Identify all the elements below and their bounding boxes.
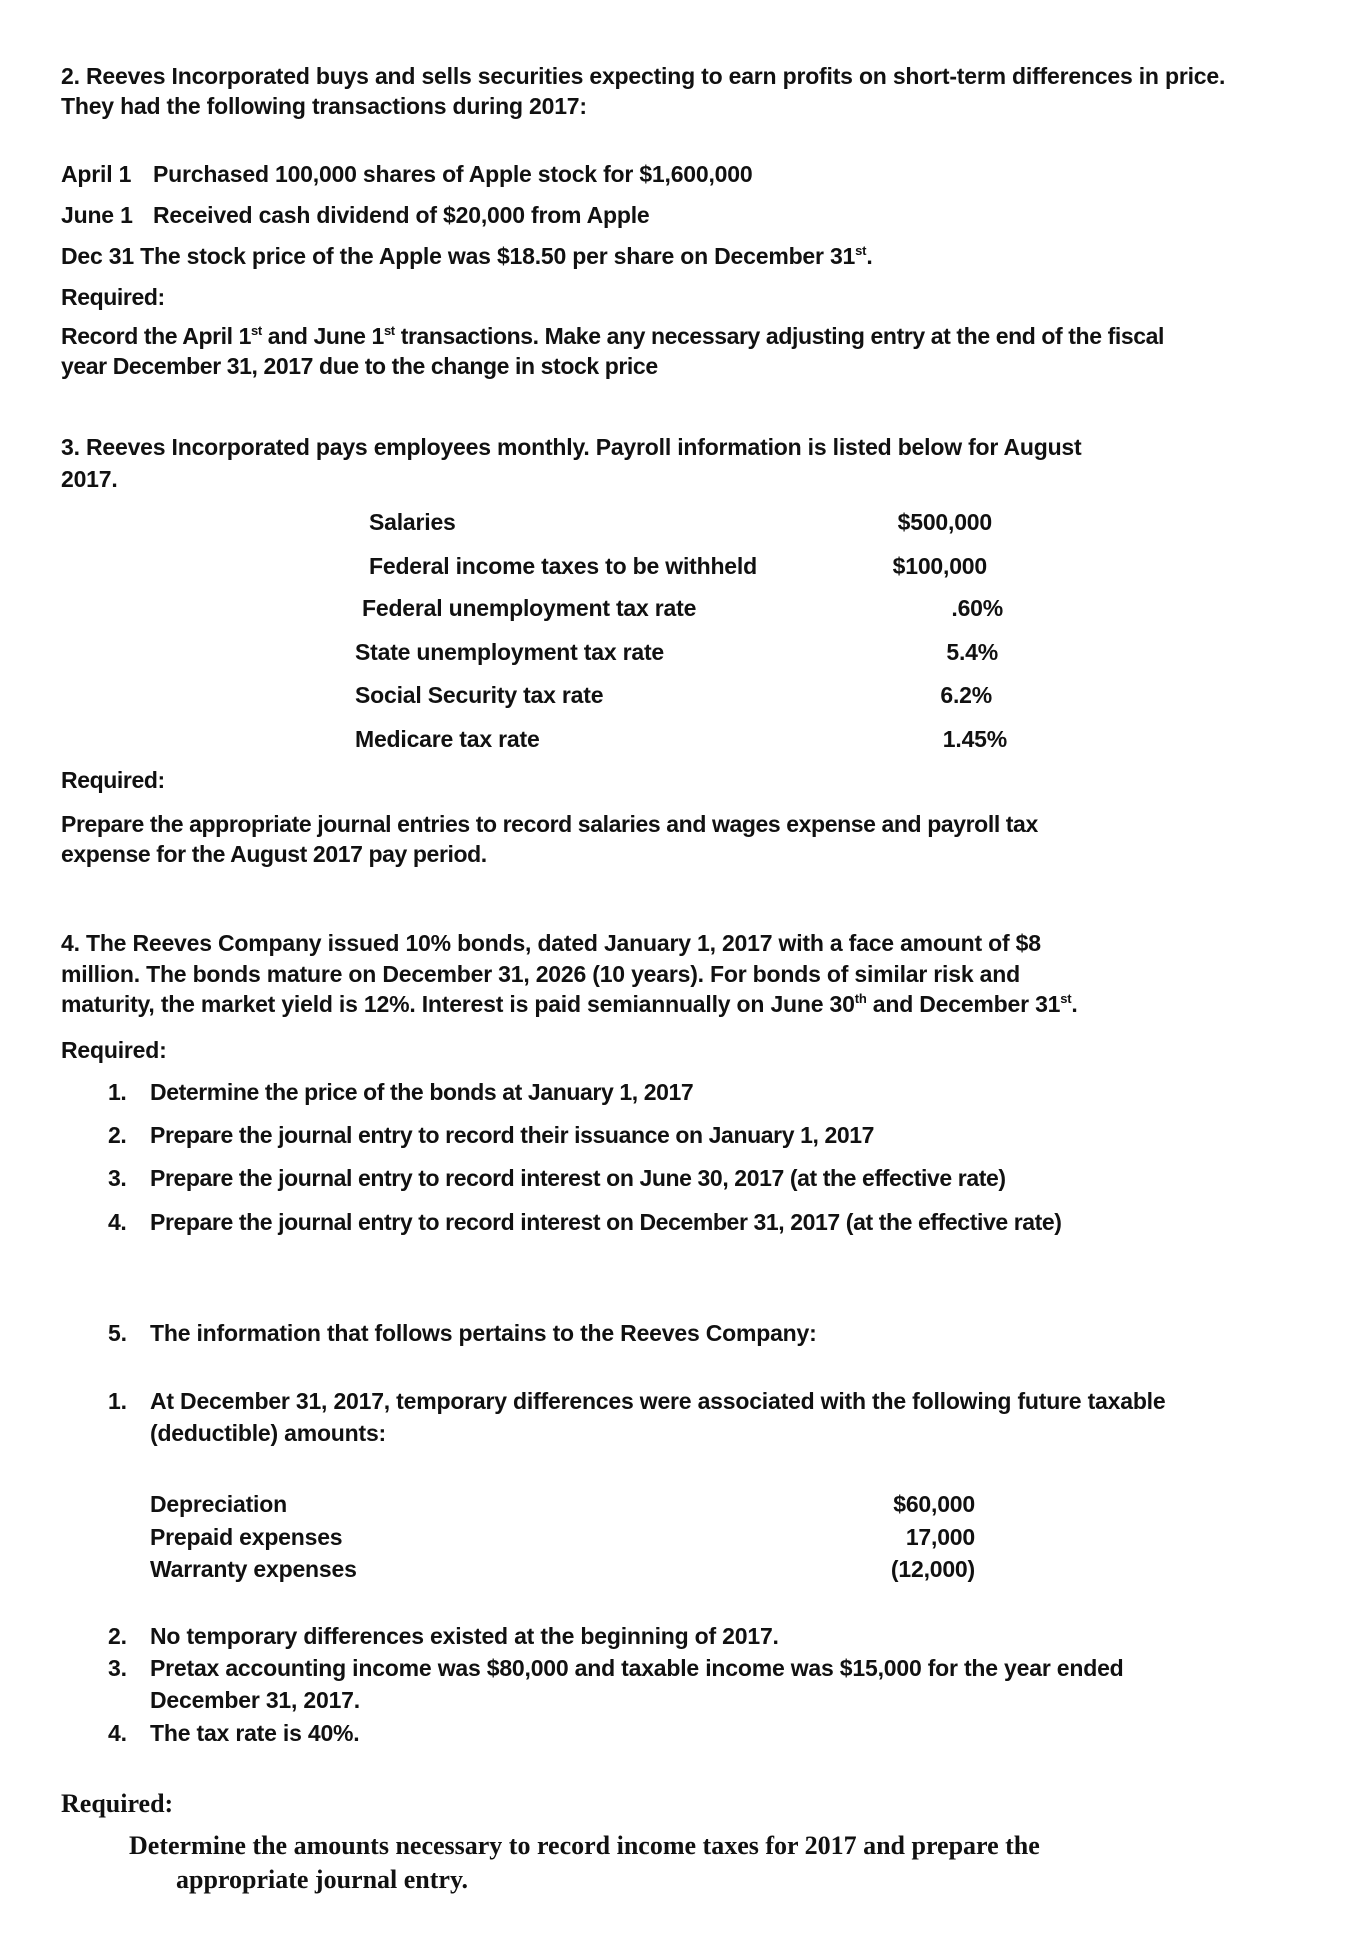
item-number: 1. (108, 1388, 127, 1414)
payroll-value: $500,000 (897, 509, 992, 535)
q5-fact (108, 1719, 360, 1747)
text-part: transactions. Make any necessary adjusting entry at the end of the fiscal (394, 323, 1164, 349)
item-text: Pretax accounting income was $80,000 and taxable income was $15,000 for the year ended (150, 1655, 1124, 1681)
q3-required-line1: Prepare the appropriate journal entries to record salaries and wages expense and payroll tax (61, 811, 1038, 837)
punctuation: . (866, 243, 873, 269)
q5-fact (108, 1387, 1165, 1415)
difference-label: Depreciation (150, 1491, 287, 1517)
question-number: 5. (108, 1320, 127, 1346)
item-text: Prepare the journal entry to record their issuance on January 1, 2017 (150, 1122, 875, 1148)
payroll-label: Federal income taxes to be withheld (369, 553, 757, 579)
item-text: At December 31, 2017, temporary differences were associated with the following future taxable (150, 1388, 1166, 1414)
superscript: st (251, 323, 262, 338)
item-number: 3. (108, 1655, 127, 1681)
q5-fact (108, 1622, 779, 1650)
superscript: st (855, 243, 867, 258)
q2-transaction-row (61, 242, 873, 270)
item-number: 1. (108, 1079, 127, 1105)
text-part: and December 31 (866, 991, 1061, 1017)
q2-required-label: Required: (61, 284, 165, 310)
item-text: Prepare the journal entry to record interest on December 31, 2017 (at the effective rate) (150, 1209, 1062, 1235)
item-text: Prepare the journal entry to record interest on June 30, 2017 (at the effective rate) (150, 1165, 1006, 1191)
text-part: Record the April 1 (61, 323, 252, 349)
payroll-value: $100,000 (892, 553, 987, 579)
text-part: maturity, the market yield is 12%. Interest is paid semiannually on June 30 (61, 991, 855, 1017)
q2-intro-line2: They had the following transactions during 2017: (61, 93, 587, 119)
q3-intro-line2: 2017. (61, 466, 118, 492)
payroll-value: 6.2% (940, 682, 992, 708)
q3-required-label: Required: (61, 767, 165, 793)
q5-fact-continuation: December 31, 2017. (150, 1687, 360, 1713)
q2-required-line2: year December 31, 2017 due to the change in stock price (61, 353, 658, 379)
item-number: 2. (108, 1122, 127, 1148)
q5-intro (108, 1319, 817, 1347)
text-part: and June 1 (261, 323, 384, 349)
item-number: 2. (108, 1623, 127, 1649)
difference-label: Prepaid expenses (150, 1524, 343, 1550)
superscript: th (854, 991, 867, 1006)
item-number: 4. (108, 1720, 127, 1746)
q4-required-label: Required: (61, 1037, 167, 1063)
intro-text: The information that follows pertains to the Reeves Company: (150, 1320, 817, 1346)
q5-required-line1: Determine the amounts necessary to record income taxes for 2017 and prepare the (129, 1831, 1040, 1860)
transaction-date: Dec 31 (61, 243, 134, 269)
payroll-value: 5.4% (946, 639, 998, 665)
payroll-label: State unemployment tax rate (355, 639, 665, 665)
payroll-value: 1.45% (942, 726, 1007, 752)
payroll-label: Medicare tax rate (355, 726, 540, 752)
transaction-text: Purchased 100,000 shares of Apple stock for $1,600,000 (153, 161, 753, 187)
q5-required-label: Required: (61, 1789, 174, 1818)
transaction-text: Received cash dividend of $20,000 from Apple (153, 202, 650, 228)
q3-required-line2: expense for the August 2017 pay period. (61, 841, 487, 867)
q4-item (108, 1078, 693, 1106)
item-number: 4. (108, 1209, 127, 1235)
q5-fact-continuation: (deductible) amounts: (150, 1420, 387, 1446)
q5-fact (108, 1654, 1124, 1682)
superscript: st (383, 323, 395, 338)
text-part: . (1071, 991, 1078, 1017)
payroll-label: Salaries (369, 509, 456, 535)
payroll-value: .60% (951, 595, 1003, 621)
q4-intro-line2: million. The bonds mature on December 31, 2026 (10 years). For bonds of similar risk and (61, 961, 1020, 987)
difference-value: $60,000 (893, 1491, 975, 1517)
difference-label: Warranty expenses (150, 1556, 357, 1582)
transaction-text: The stock price of the Apple was $18.50 per share on December 31 (140, 243, 856, 269)
q4-item (108, 1121, 874, 1149)
item-text: The tax rate is 40%. (150, 1720, 360, 1746)
item-number: 3. (108, 1165, 127, 1191)
q2-intro-line1: 2. Reeves Incorporated buys and sells securities expecting to earn profits on short-term differences in price. (61, 63, 1226, 89)
q2-transaction-row (61, 201, 650, 229)
q4-intro-line3 (61, 990, 1078, 1018)
q4-item (108, 1164, 1006, 1192)
transaction-date: June 1 (61, 202, 133, 228)
difference-value: 17,000 (905, 1524, 975, 1550)
transaction-date: April 1 (61, 161, 132, 187)
difference-value: (12,000) (890, 1556, 975, 1582)
payroll-label: Social Security tax rate (355, 682, 604, 708)
q4-item (108, 1208, 1062, 1236)
superscript: st (1060, 991, 1072, 1006)
payroll-label: Federal unemployment tax rate (362, 595, 697, 621)
q3-intro-line1: 3. Reeves Incorporated pays employees monthly. Payroll information is listed below for August (61, 434, 1082, 460)
item-text: Determine the price of the bonds at January 1, 2017 (150, 1079, 694, 1105)
q5-required-line2: appropriate journal entry. (176, 1865, 469, 1894)
q2-transaction-row (61, 160, 752, 188)
q4-intro-line1: 4. The Reeves Company issued 10% bonds, dated January 1, 2017 with a face amount of $8 (61, 930, 1041, 956)
item-text: No temporary differences existed at the beginning of 2017. (150, 1623, 779, 1649)
q2-required-line1 (61, 322, 1164, 350)
